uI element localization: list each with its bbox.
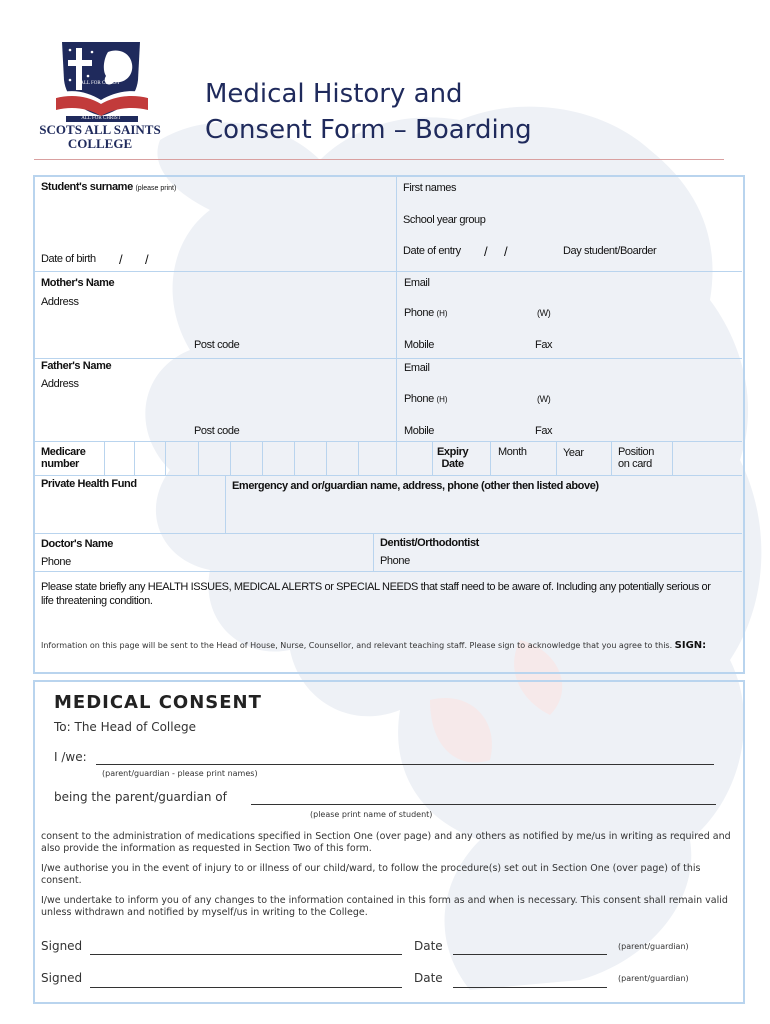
mother-address-label[interactable]: Address: [41, 296, 79, 308]
dentist-label[interactable]: Dentist/Orthodontist: [380, 537, 479, 549]
dob-separator: /: [119, 252, 123, 267]
mother-fax-label[interactable]: Fax: [535, 339, 553, 351]
emergency-contact-label[interactable]: Emergency and or/guardian name, address, phone (other then listed above): [232, 480, 599, 492]
mother-postcode-label[interactable]: Post code: [194, 339, 240, 351]
medicare-digit-box[interactable]: [294, 442, 295, 475]
signed-label-1: Signed: [41, 939, 83, 953]
date-label-2: Date: [414, 971, 443, 985]
medicare-digit-box[interactable]: [358, 442, 359, 475]
guardian-role-1: (parent/guardian): [618, 942, 689, 951]
date-label-1: Date: [414, 939, 443, 953]
position-on-card-label: Position on card: [618, 446, 654, 470]
medicare-digit-box[interactable]: [262, 442, 263, 475]
parent-names-field[interactable]: [96, 764, 714, 765]
father-postcode-label[interactable]: Post code: [194, 425, 240, 437]
medicare-digit-box[interactable]: [165, 442, 166, 475]
position-box[interactable]: [611, 442, 612, 475]
mother-phone-label[interactable]: Phone (H): [404, 307, 448, 319]
first-names-label[interactable]: First names: [403, 182, 457, 194]
guardian-role-2: (parent/guardian): [618, 974, 689, 983]
student-name-hint: (please print name of student): [310, 810, 433, 819]
column-divider: [373, 533, 374, 571]
rule: [34, 271, 742, 272]
expiry-divider: [432, 442, 433, 475]
medicare-digit-box[interactable]: [230, 442, 231, 475]
consent-to-line: To: The Head of College: [54, 720, 196, 734]
father-name-label[interactable]: Father's Name: [41, 360, 112, 372]
parent-names-hint: (parent/guardian - please print names): [102, 769, 258, 778]
mother-phone-work-label[interactable]: (W): [537, 308, 551, 318]
title-line1: Medical History and: [205, 79, 463, 109]
mother-name-label[interactable]: Mother's Name: [41, 277, 115, 289]
signature-field-2[interactable]: [90, 987, 402, 988]
dob-separator: /: [145, 252, 149, 267]
dob-label[interactable]: Date of birth: [41, 253, 96, 265]
expiry-date-label: Expiry Date: [437, 446, 469, 470]
signature-field-1[interactable]: [90, 954, 402, 955]
expiry-month-box[interactable]: [490, 442, 491, 475]
sign-label[interactable]: SIGN:: [674, 640, 707, 651]
logo-ribbon-text: ALL FOR CHRIST: [81, 116, 121, 121]
expiry-year-box[interactable]: [556, 442, 557, 475]
parent-guardian-label: being the parent/guardian of: [54, 790, 227, 804]
private-health-fund-label[interactable]: Private Health Fund: [41, 478, 137, 490]
column-divider: [225, 475, 226, 533]
expiry-month-label: Month: [498, 446, 527, 458]
logo-name-line1: SCOTS ALL SAINTS: [39, 122, 161, 137]
entry-separator: /: [504, 244, 508, 259]
medicare-number-label[interactable]: Medicare number: [41, 446, 86, 470]
position-box[interactable]: [672, 442, 673, 475]
rule: [34, 441, 742, 442]
father-address-label[interactable]: Address: [41, 378, 79, 390]
rule: [34, 475, 742, 476]
medicare-digit-box[interactable]: [104, 442, 105, 475]
consent-paragraph-3: I/we undertake to inform you of any changes to the information contained in this form as and when is necessary. This consent shall remain valid unless withdrawn and notified by myself/us in writing to the College.: [41, 895, 728, 918]
signed-label-2: Signed: [41, 971, 83, 985]
entry-date-label[interactable]: Date of entry: [403, 245, 461, 257]
doctor-phone-label[interactable]: Phone: [41, 556, 71, 568]
title-line2: Consent Form – Boarding: [205, 115, 532, 145]
consent-paragraph-2: I/we authorise you in the event of injury to or illness of our child/ward, to follow the procedure(s) set out in Section One (over page) of this consent.: [41, 863, 701, 886]
surname-label[interactable]: Student's surname (please print): [41, 181, 177, 193]
date-field-2[interactable]: [453, 987, 607, 988]
day-boarder-label[interactable]: Day student/Boarder: [563, 245, 657, 257]
consent-title: MEDICAL CONSENT: [54, 692, 262, 713]
rule: [34, 358, 742, 359]
father-email-label[interactable]: Email: [404, 362, 430, 374]
logo-motto: ALL FOR CHRIST: [80, 81, 120, 86]
father-mobile-label[interactable]: Mobile: [404, 425, 435, 437]
rule: [34, 571, 742, 572]
student-name-field[interactable]: [251, 804, 716, 805]
father-phone-label[interactable]: Phone (H): [404, 393, 448, 405]
mother-email-label[interactable]: Email: [404, 277, 430, 289]
doctor-name-label[interactable]: Doctor's Name: [41, 538, 113, 550]
expiry-year-label: Year: [563, 447, 584, 459]
consent-paragraph-1: consent to the administration of medications specified in Section One (over page) and any others as notified by me/us in writing as required and also provide the information as requested in Section Two of this form.: [41, 831, 731, 854]
logo-name-line2: COLLEGE: [67, 136, 133, 151]
health-issues-prompt[interactable]: Please state briefly any HEALTH ISSUES, MEDICAL ALERTS or SPECIAL NEEDS that staff need to be aware of. Including any potentially serious or life threatening condition.: [41, 581, 711, 607]
father-fax-label[interactable]: Fax: [535, 425, 553, 437]
rule: [34, 533, 742, 534]
dentist-phone-label[interactable]: Phone: [380, 555, 410, 567]
medicare-digit-box[interactable]: [326, 442, 327, 475]
entry-separator: /: [484, 244, 488, 259]
title-divider: [34, 159, 724, 160]
mother-mobile-label[interactable]: Mobile: [404, 339, 435, 351]
page-title: [205, 76, 532, 148]
medicare-digit-box[interactable]: [134, 442, 135, 475]
father-phone-work-label[interactable]: (W): [537, 394, 551, 404]
medicare-digit-box[interactable]: [198, 442, 199, 475]
school-year-label[interactable]: School year group: [403, 214, 486, 226]
info-acknowledgement: Information on this page will be sent to the Head of House, Nurse, Counsellor, and relevant teaching staff. Please sign to acknowledge that you agree to this. SIGN:: [41, 640, 707, 651]
column-divider: [396, 176, 397, 475]
date-field-1[interactable]: [453, 954, 607, 955]
iwe-label: I /we:: [54, 750, 87, 764]
